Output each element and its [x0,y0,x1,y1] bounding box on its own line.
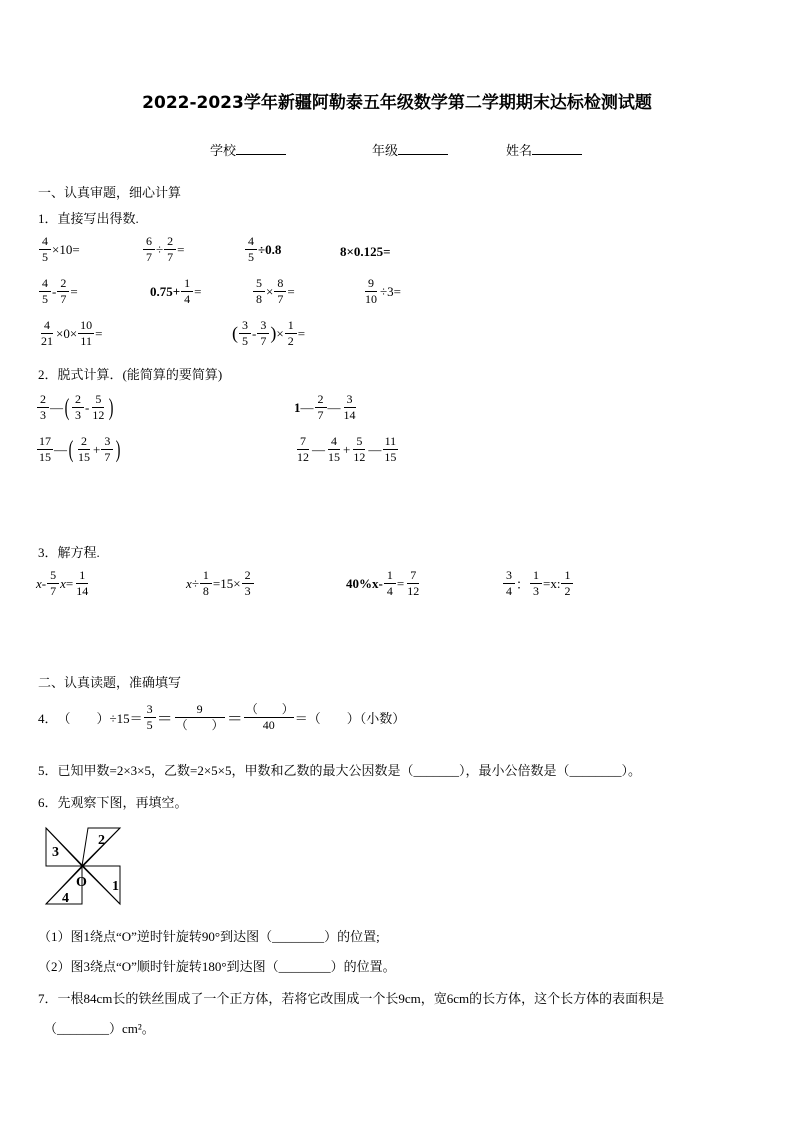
q1-expr-2: $\frac{6}{7}$ ÷ $\frac{2}{7}$ = [142,234,184,265]
q1-expr-9: $\frac{4}{21}$ ×0× $\frac{10}{11}$ = [41,318,103,348]
question-6: 6．先观察下图，再填空。 [38,795,188,810]
q2-expr-4: $\frac{7}{12}$ — $\frac{4}{15}$ + $\frac{5}{12}$ — $\frac{11}{15}$ [297,434,397,464]
q2-expr-2: 1 — $\frac{2}{7}$ — $\frac{3}{14}$ [294,392,356,422]
question-1: 1．直接写出得数. [38,211,139,226]
q3-eq-1: x- $\frac{5}{7}$ x = $\frac{1}{14}$ [36,568,89,598]
question-6-part-1: （1）图1绕点“O”逆时针旋转90°到达图（________）的位置; [38,929,380,944]
question-2: 2．脱式计算．(能简算的要简算) [38,367,223,382]
label-o: O [76,875,87,890]
label-3: 3 [52,845,59,860]
q2-expr-1: $\frac{2}{3}$ — ( $\frac{2}{3}$ - $\frac{5}{12}$ ) [36,392,115,423]
q1-expr-10: ( $\frac{3}{5}$ - $\frac{3}{7}$ ) × $\frac{1}{2}$ = [232,318,306,348]
grade-field: 年级 [372,140,448,159]
question-6-part-2: （2）图3绕点“O”顺时针旋转180°到达图（________）的位置。 [38,959,396,974]
q1-expr-5: $\frac{4}{5}$ - $\frac{2}{7}$ = [38,276,78,307]
section-2-heading: 二、认真读题，准确填写 [38,675,182,690]
q1-expr-1: $\frac{4}{5}$ ×10= [38,234,80,265]
question-7-line-2: （________）cm²。 [44,1021,155,1036]
q2-expr-3: $\frac{17}{15}$ — ( $\frac{2}{15}$ + $\frac{3}{7}$ ) [39,434,121,464]
label-4: 4 [62,891,69,906]
question-5: 5．已知甲数=2×3×5，乙数=2×5×5，甲数和乙数的最大公因数是（_______），最小公倍数是（________）。 [38,763,641,778]
q3-eq-2: x÷ $\frac{1}{8}$ =15× $\frac{2}{3}$ [186,568,255,599]
label-1: 1 [112,879,119,894]
q3-eq-4: $\frac{3}{4}$ ： $\frac{1}{3}$ =x: $\frac{1}{2}$ [502,568,574,599]
school-field: 学校 [210,140,286,159]
section-1-heading: 一、认真审题，细心计算 [38,185,182,200]
q1-expr-6: 0.75+ $\frac{1}{4}$ = [150,276,202,306]
q1-expr-7: $\frac{5}{8}$ × $\frac{8}{7}$ = [252,276,295,307]
question-7-line-1: 7．一根84cm长的铁丝围成了一个正方体，若将它改围成一个长9cm，宽6cm的长方体，这个长方体的表面积是 [38,991,665,1006]
question-3: 3．解方程. [38,545,100,560]
page-title: 2022-2023学年新疆阿勒泰五年级数学第二学期期末达标检测试题 [142,93,652,113]
name-field: 姓名 [506,140,582,159]
q1-expr-8: $\frac{9}{10}$ ÷3= [365,276,401,306]
q1-expr-3: $\frac{4}{5}$ ÷0.8 [244,234,281,265]
question-4: 4． （ ）÷15＝ $\frac{3}{5}$ ＝ $\frac{9}{( )}$ ＝ $\frac{( )}{40}$ ＝（ ）（小数） [38,702,406,732]
rotation-figure [44,824,124,908]
q1-expr-4: 8×0.125= [340,244,391,259]
q3-eq-3: 40%x- $\frac{1}{4}$ = $\frac{7}{12}$ [346,568,420,598]
label-2: 2 [98,833,105,848]
